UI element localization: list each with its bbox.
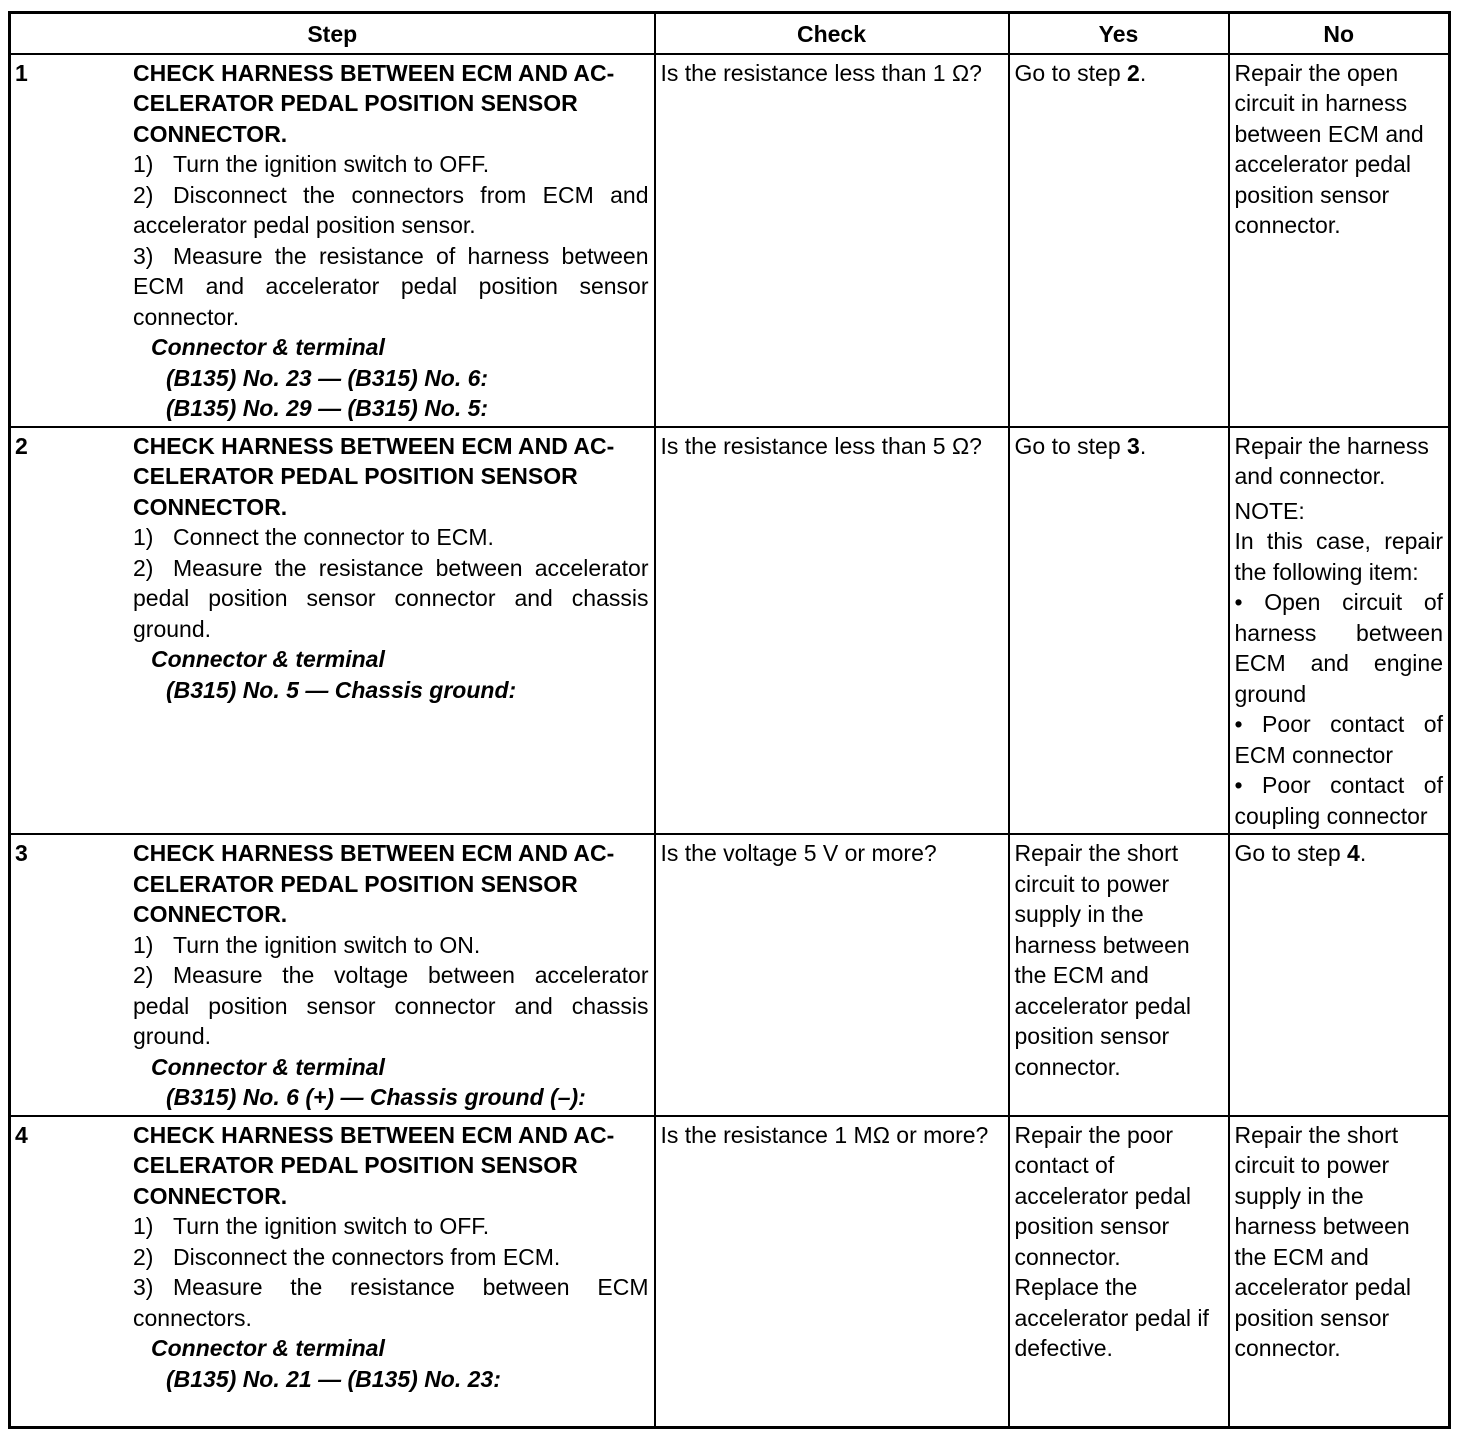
- instruction: 1) Turn the ignition switch to OFF.: [133, 151, 490, 177]
- connector-terminal: (B135) No. 29 — (B315) No. 5:: [166, 395, 489, 421]
- check-cell: Is the resistance less than 1 Ω?: [655, 54, 1009, 427]
- step-cell: [10, 834, 655, 1116]
- yes-cell: Go to step 2.: [1009, 54, 1229, 427]
- step-number: 3: [15, 840, 28, 866]
- note-text: In this case, repair the following item:: [1234, 528, 1443, 585]
- instruction: 2) Measure the resistance between accelerator pedal position sensor connector and chassis ground.: [133, 554, 649, 642]
- yes-cell: Go to step 3.: [1009, 427, 1229, 835]
- header-step: Step: [10, 13, 655, 54]
- diagnostic-table: [8, 11, 1451, 1429]
- connector-heading: Connector & terminal: [151, 646, 385, 672]
- header-yes: Yes: [1009, 13, 1229, 54]
- step-cell: [10, 427, 655, 835]
- step-cell: [10, 54, 655, 427]
- note-bullet: • Poor contact of coupling connector: [1234, 772, 1443, 829]
- note-bullet: • Open circuit of harness between ECM and engine ground: [1234, 589, 1443, 707]
- step-title: CHECK HARNESS BETWEEN ECM AND AC-CELERATOR PEDAL POSITION SENSOR CONNECTOR.: [133, 59, 615, 147]
- instruction: 2) Disconnect the connectors from ECM and accelerator pedal position sensor.: [133, 181, 649, 238]
- step-title: CHECK HARNESS BETWEEN ECM AND AC-CELERATOR PEDAL POSITION SENSOR CONNECTOR.: [133, 840, 615, 927]
- check-cell: Is the resistance less than 5 Ω?: [655, 427, 1009, 835]
- table-row: [10, 427, 1450, 835]
- yes-cell: [1009, 1116, 1229, 1428]
- instruction: 3) Measure the resistance of harness between ECM and accelerator pedal position sensor connector.: [133, 242, 649, 330]
- check-cell: Is the resistance 1 MΩ or more?: [655, 1116, 1009, 1428]
- step-cell: [10, 1116, 655, 1428]
- note-bullet: • Poor contact of ECM connector: [1234, 711, 1443, 768]
- no-cell: Repair the short circuit to power supply in the harness between the ECM and accelerator pedal position sensor connector.: [1229, 1116, 1450, 1428]
- connector-terminal: (B315) No. 5 — Chassis ground:: [166, 676, 517, 703]
- instruction: 2) Disconnect the connectors from ECM.: [133, 1243, 561, 1270]
- connector-heading: Connector & terminal: [151, 1053, 385, 1080]
- connector-terminal: (B135) No. 23 — (B315) No. 6:: [166, 364, 489, 391]
- yes-action: Repair the poor contact of accelerator pedal position sensor connector.: [1014, 1121, 1191, 1270]
- instruction: 1) Connect the connector to ECM.: [133, 524, 494, 550]
- connector-terminal: (B135) No. 21 — (B135) No. 23:: [166, 1365, 501, 1392]
- no-action: Repair the harness and connector.: [1234, 432, 1429, 489]
- step-number: 2: [15, 432, 28, 459]
- connector-terminal: (B315) No. 6 (+) — Chassis ground (–):: [166, 1084, 586, 1110]
- no-cell: [1229, 427, 1450, 835]
- yes-cell: Repair the short circuit to power supply in the harness between the ECM and accelerator pedal position sensor connector.: [1009, 834, 1229, 1116]
- connector-heading: Connector & terminal: [151, 334, 385, 360]
- table-row: [10, 1116, 1450, 1428]
- header-check: Check: [655, 13, 1009, 54]
- step-title: CHECK HARNESS BETWEEN ECM AND AC-CELERATOR PEDAL POSITION SENSOR CONNECTOR.: [133, 432, 615, 520]
- instruction: 1) Turn the ignition switch to ON.: [133, 931, 481, 958]
- check-cell: Is the voltage 5 V or more?: [655, 834, 1009, 1116]
- table-row: [10, 54, 1450, 427]
- table-row: [10, 834, 1450, 1116]
- instruction: 3) Measure the resistance between ECM connectors.: [133, 1274, 649, 1331]
- instruction: 1) Turn the ignition switch to OFF.: [133, 1213, 490, 1239]
- diagnostic-procedure-sheet: [8, 11, 1450, 1429]
- step-number: 1: [15, 59, 28, 86]
- step-title: CHECK HARNESS BETWEEN ECM AND AC-CELERATOR PEDAL POSITION SENSOR CONNECTOR.: [133, 1121, 615, 1209]
- header-row: [10, 13, 1450, 54]
- connector-heading: Connector & terminal: [151, 1335, 385, 1361]
- instruction: 2) Measure the voltage between accelerator pedal position sensor connector and chassis ground.: [133, 962, 649, 1049]
- yes-action-secondary: Replace the accelerator pedal if defective.: [1014, 1274, 1209, 1361]
- step-number: 4: [15, 1121, 28, 1148]
- note-label: NOTE:: [1234, 497, 1305, 524]
- header-no: No: [1229, 13, 1450, 54]
- no-cell: Repair the open circuit in harness between ECM and accelerator pedal position sensor connector.: [1229, 54, 1450, 427]
- no-cell: Go to step 4.: [1229, 834, 1450, 1116]
